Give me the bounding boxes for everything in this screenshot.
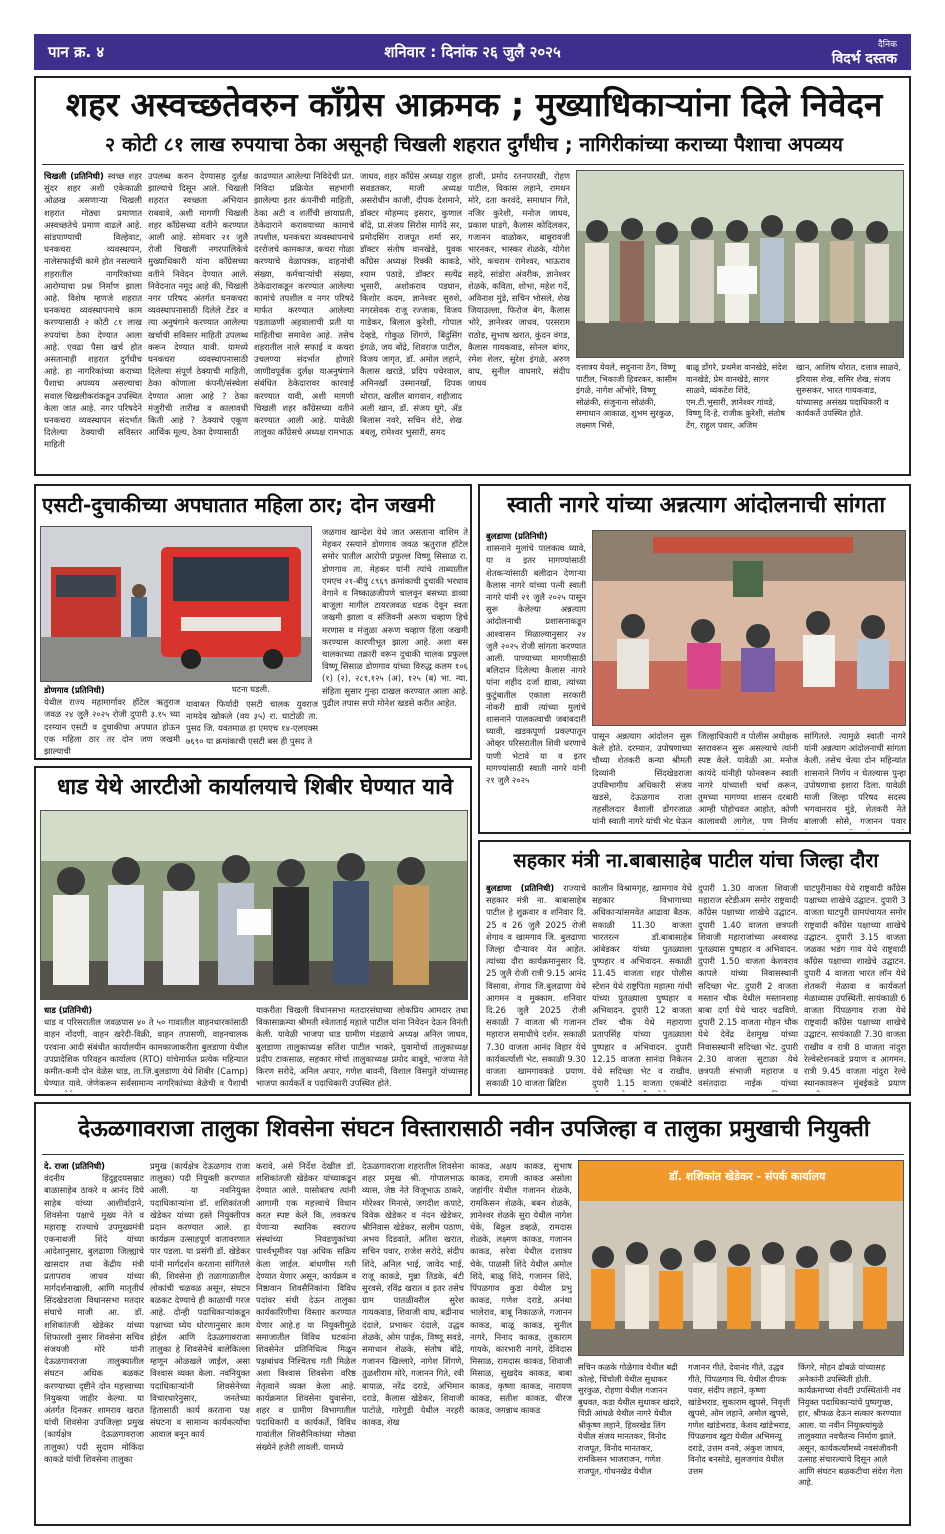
story-column — [470, 1160, 572, 1520]
story-column — [360, 170, 462, 470]
story-text: दुपारी 1.30 वाजता शिवाजी महाराज स्टेडीअम समोर राष्ट्रवादी काँग्रेस पक्षाच्या शाखेचे उद्घाटन. दुपारी 1.40 वाजता छत्रपती शिवाजी महाराजांच्या अश्वारुढ पुतळ्यास पुष्पहार व अभिवादन. दुपारी 1.50 वाजता केशवराव कापले यांच्या निवासस्थानी सदिच्छा भेट. दुपारी 2 वाजता मस्तान चौक येथील मस्तानशाह बाबा दर्गा येथे चादर चढविणे. दुपारी 2.15 वाजता मोहन चौक येथे देवेंद्र देशमुख यांच्या निवासस्थानी सदिच्छा भेट. दुपारी 2.30 वाजता सुटाळा येथे छत्रपती संभाजी महाराज व वसंतदादा नाईक यांच्या — [698, 883, 798, 1089]
story-text: हाजी, प्रमोद रतनपारखी, रोहण पाटील, विकास लहाने, रामधन मोरे, दता करवंदे, समाधान गिते, नजिर कुरेशी, मनोज जाधव, प्रकाश धाडगे, कैलास कोदिलकर, गजानन वाळोकर, बाबुरावजी भारनकर, भास्कर शेळके, योगेश भोरे, कचराम रामेश्वर, भाऊराव सहदे, सांडोरा अंवरीक, ज्ञानेश्वर शेळके, कविता, शोभा, महेश गर्दे, अविनाश मुंडे, सचिन भोसले, शेख जियाउल्ला, फिरोज बेग, कैलास भोरे, ज्ञानेश्वर जाधव, परसराम राठोड, सुभाष खरात, कुंदन वंगड, कैलास गायकवाड, सोनल बांगर, रमेश शेलर, सुरेश इंगळे, अरुण वाघ, सुनील वाघमारे, संदीप जाधव — [468, 171, 570, 389]
caption-text: सचिन कळके गोळेगाव येथील बद्री कोल्हे, चिंचोली येथील सुधाकर सुरकुळ, रोहणा येथील गजानन बुधवत, कडा येथील सुधाकर खंदारे, पिंप्री आंधळे येथील नागरे येथील श्रीकृष्ण लहाने, हिवरखेड लिंग येथील संजय मानतकर, विनोद राजपूत, विनोद मानतकर, रामकिसन भाजराजन, गणेश राजपूत, गोधनखेड येथील — [578, 1362, 682, 1476]
story-text: पासून अन्नत्याग आंदोलन सुरू केले होते. दरम्यान, उपोषणाच्या चौथ्या शेतकरी कन्या श्रीमती दिव्यांनी सिंदखेडराजा उपविभागीय अधिकारी संजय खडसे, देऊळगाव राजा तहसीलदार वैशाली डोंगरजाळ यांनी स्वाती नागरे यांची भेट घेऊन — [592, 731, 692, 827]
story-text: कालीन विश्रामगृह, खामगाव येथे सहकार विभागाच्या अधिकाऱ्यांसमवेत आढावा बैठक. सकाळी 11.30 वाजता भारतरत्न डॉ.बाबासाहेब आंबेडकर यांच्या पुतळ्याला पुष्पहार व अभिवादन. सकाळी 11.45 वाजता शहर पोलीस स्टेशन येथे राष्ट्रपिता महात्मा गांधी यांच्या पुतळ्याला पुष्पहार व अभिवादन. दुपारी 12 वाजता टॉवर चौक येथे महाराणा प्रतापसिंह यांच्या पुतळ्याला पुष्पहार व अभिवादन. दुपारी 12.15 वाजता सानंदा निकेतन येथे सदिच्छा भेट व राखीव. दुपारी 1.15 वाजता एकबोटे — [592, 883, 692, 1089]
story-text: उपलब्ध करुन देण्यासह दुर्लक्ष झाल्याचे दिसून आले. चिखली शहरात स्वच्छता अभियान राबवावे, अशी मागणी चिखली शहर काँग्रेसच्या वतीने करण्यात आली आहे. सोमवार २१ जुलै रोजी चिखली नगरपालिकेचे मुख्याधिकारी यांना काँग्रेसच्या वतीने निवेदन देण्यात आले. निवेदनात नमूद आहे की, चिखली नगर परिषद अंतर्गत घनकचरा व्यवस्थापनासाठी दिलेले टेंडर व त्या अनुषंगाने करण्यात आलेल्या खर्चाची सविस्तर माहिती उपलब्ध करून देण्यात यावी. यामध्ये घनकचरा व्यवस्थापनासाठी दिलेल्या संपूर्ण ठेक्याची माहिती, ठेका कोणाला कंपनी/संस्थेला देण्यात आला आहे ? ठेका मंजुरीची तारीख व कालावधी किती आहे ? ठेक्याचे एकूण आर्थिक मूल्य, ठेका देण्यासाठी — [148, 171, 248, 438]
story-st-accident — [34, 484, 472, 760]
caption-text: दत्तात्रय येवले, सदुनाना ठेंग, विष्णू पाटील, भिकाजी हिवरकर, कासीम इंगळे, नागेश ओंभोरे, विष्णू सोळंकी, संजुनाना सोळंकी, समाधान आकाळ, शुभम सुरकुळ, लक्ष्मण भिसे, — [576, 362, 678, 430]
headline: सहकार मंत्री ना.बाबासाहेब पाटील यांचा जिल्हा दौरा — [513, 849, 879, 872]
story-swati-nagre — [478, 484, 911, 834]
story-column — [592, 882, 692, 1092]
story-column — [44, 684, 180, 756]
photo-label: घटना घडली. — [232, 684, 270, 694]
story-column — [44, 1160, 144, 1520]
headline: एसटी-दुचाकीच्या अपघातात महिला ठार; दोन जखमी — [42, 493, 435, 517]
photo-caption — [796, 362, 904, 470]
story-text: स्वच्छ शहर सुंदर शहर अशी एकेकाळी ओळख असणाऱ्या चिखली शहरात मोठ्या प्रमाणात अस्वच्छतेचे प्रमाण वाढले आहे. सांडपाण्याची विल्हेवाट, घनकचरा व्यवस्थापन, नालेसफाईची कामे होत नसल्याने शहरातील नागरिकांच्या आरोग्याचा प्रश्न निर्माण झाला आहे. विशेष म्हणजे शहरात घनकचरा व्यवस्थापनाचे काम करण्यासाठी २ कोटी ८१ लाख रुपयांचा ठेका देण्यात आला आहे. एवढा पैसा खर्च होत असतानाही शहरात दुर्गंधीच आहे. हा नागरिकांच्या कराच्या पैशाचा अपव्यय असल्याचा सवाल चिखलीकरांकडून उपस्थित केला जात आहे. नगर परिषदेने घनकचरा व्यवस्थापन संदर्भात दिलेल्या ठेक्याची सविस्तर माहिती — [44, 171, 142, 450]
story-column — [322, 526, 468, 758]
photo-rto-memorandum — [40, 810, 468, 1000]
story-column — [804, 882, 906, 1092]
photo-caption — [686, 362, 790, 470]
headline: स्वाती नागरे यांच्या अन्नत्याग आंदोलनाची सांगता — [506, 493, 886, 518]
caption-text: खान, आशिष थोरात, दत्तात्र साळवे, इरियास शेख, समिर शेख, संजय सुरुसकर, भारत गायकवाड, यांच्यासह असंख्य पदाधिकारी व कार्यकर्ते उपस्थित होते. — [796, 362, 901, 418]
story-column — [256, 1160, 356, 1520]
story-text: घाटपुरीनाका येथे राष्ट्रवादी काँग्रेस पक्षाच्या शाखेचे उद्घाटन. दुपारी 3 वाजता घाटपुरी ग्रामपंचायत समोर राष्ट्रवादी काँग्रेस पक्षाच्या शाखेचे उद्घाटन. दुपारी 3.15 वाजता जळका भडंग गाव येथे राष्ट्रवादी काँग्रेस पक्षाच्या शाखेचे उद्घाटन. दुपारी 4 वाजता भारत लॉन येथे शेतकरी मेळावा व कार्यकर्ता मेळाव्यास उपस्थिती. सायंकाळी 6 वाजता पिंपळगाव राजा येथे राष्ट्रवादी काँग्रेस पक्षाच्या शाखेचे उद्घाटन. सायंकाळी 7.30 वाजता राखीव व रात्री 8 वाजता नांदुरा रेल्वेस्टेशनकडे प्रयाण व आगमन. रात्री 9.45 वाजता नांदुरा रेल्वे स्थानकावरून मुंबईकडे प्रयाण — [804, 883, 906, 1089]
dateline: दे. राजा (प्रतिनिधी) — [44, 1161, 105, 1171]
photo-illustration — [577, 171, 904, 358]
story-column — [150, 1160, 250, 1520]
page-number: पान क्र. ४ — [48, 43, 105, 61]
story-text: करावे, असे निर्देश देखील डॉ. शशिकांतजी खेडेकर यांच्याकडून देण्यात आले. यासोबतच त्यांनी आगामी एक महत्त्वाचे विधान करत स्पष्ट केले कि, लवकरच येणाऱ्या स्थानिक स्वराज्य संस्थांच्या निवडणुकांच्या पार्श्वभूमीवर पक्ष अधिक सक्रिय केला जाईल. बांधणीस गती देण्यात येणार असून, कार्यक्रम व निष्ठावान शिवसैनिकांना विविध पदांवर संधी देऊन तालुका कार्यकारिणीचा विस्तार करण्यात येणार आहे.ह या नियुक्तीमुळे समाजातील विविध घटकांना शिवसेनेत प्रतिनिधित्व मिळून पक्षबांधव निश्चितच गती मिळेल अशा विश्वास शिवसेना वरिष्ठ नेतृत्वाने व्यक्त केला आहे. कार्यक्रमात शिवसेना युवासेना, शहर व ग्रामीण विभागातील पदाधिकारी व कार्यकर्ते, विविध गावांतील शिवसैनिकांच्या मोठ्या संख्येने हजेरी लावली. यामध्ये — [256, 1161, 356, 1452]
story-text: शासनाने मुलांचे पालकत्व घ्यावे, या व इतर मागण्यांसाठी शेतकऱ्यांसाठी बलीदान देणाऱ्या कैलास नागरे यांच्या पत्नी स्वाती नागरे यांनी २१ जुलै २०२५ पासून सुरू केलेल्या अन्नत्याग आंदोलनाची प्रशासनाकडून आश्वासन मिळाल्यानुसार २४ जुलै २०२५ रोजी सांगता करण्यात आली. पाण्याच्या मागणीसाठी बलिदान दिलेल्या कैलास नागरे यांना शहीद दर्जा द्यावा, त्यांच्या कुटुंबातील एकाला सरकारी नोकरी द्यावी त्यांच्या मुलांचे शासनाने पालकत्वाची जबाबदारी घ्यावी, खडकपूर्णा प्रकल्पातून ओव्हर परिसरातील शिवी धरणाचे पाणी भेटावे या व इतर मागण्यांसाठी स्वाती नागरे यांनी २१ जुलै २०२५ — [486, 543, 586, 786]
story-column — [468, 170, 570, 470]
divider — [42, 1154, 904, 1155]
story-column — [362, 1160, 464, 1520]
headline: देऊळगावराजा तालुका शिवसेना संघटन विस्तारासाठी नवीन उपजिल्हा व तालुका प्रमुखाची नियुक्ती — [78, 1116, 870, 1142]
photo-caption — [576, 362, 680, 470]
masthead — [34, 34, 911, 70]
story-column — [186, 698, 318, 758]
story-column — [804, 730, 906, 830]
story-column — [148, 170, 248, 470]
story-congress-cleanliness — [34, 76, 911, 476]
story-text: धाड व परिसरातील जवळपास ४० ते ५० गावातील वाहनधारकांसाठी वाहन नोंदणी, वाहन खरेदी-विक्री, वाहन तपासणी, वाहनचालक परवाना आदी संबंधीत कार्यालयीन कामकाजाकरीता बुलडाणा येथील उपप्रादेशिक परिवहन कार्यालय (RTO) यांचेमार्फत प्रत्येक महिन्यात कमीत-कमी दोन वेळेस धाड, ता.जि.बुलडाणा येथे शिबीर (Camp) घेण्यात यावे. जेणेकरून सर्वसामान्य नागरिकांच्या वेळेची व पैशाची — [44, 1017, 248, 1089]
story-column — [592, 730, 692, 830]
story-column — [44, 170, 142, 470]
photo-caption — [798, 1362, 904, 1520]
story-text: येथील राज्य महामार्गावर हॉटेल ऋतुराज जवळ २४ जुलै २०२५ रोजी दुपारी ३.१५ च्या दरम्यान एसटी व दुचाकीचा अपघात होऊन एक महिला ठार तर दोन जण जखमी झाल्याची — [44, 697, 180, 756]
story-text: यावाबत फिर्यादी एसटी चालक युवराज नामदेव खोकले (वय ३५) रा. घाटोळी ता. पुसद जि. यवतमाळ हा एमएच १४-एलएक्स ७६९० या क्रमांकाची एसटी बस ही पुसद ते — [186, 699, 318, 746]
story-text: काढण्यात आलेल्या निविदेची प्रत. निविदा प्रक्रियेत सहभागी झालेल्या इतर कंपनींची माहिती, ठेका अटी व शर्तींची छायाप्रती, ठेकेदाराने करावयाच्या कामाचे तपशील, घनकचरा व्यवस्थापनाचे दररोजचे कामकाज, कचरा गोळा करण्याचे वेळापत्रक, वाहनांची संख्या, कर्मचाऱ्यांची संख्या, ठेकेदाराकडून करण्यात आलेल्या कामांचे तपशील व नगर परिषदे मार्फत करण्यात आलेल्या पडताळणी अहवालाची प्रती या माहितीचा समावेश आहे. तसेच शहरातील नाले सफाई व कचरा उचलण्या संदर्भात होणारे जाणीवपूर्वक दुर्लक्ष याअनुषंगाने संबंधित ठेकेदारावर कारवाई करण्यात यावी, अशी मागणी चिखली शहर काँग्रेसच्या वतीने करण्यात आली आहे. यावेळी तालुका काँग्रेसचे अध्यक्ष रामभाऊ — [254, 171, 354, 438]
story-shivsena-appointment — [34, 1102, 911, 1526]
divider — [42, 164, 904, 165]
photo-illustration — [579, 1161, 904, 1356]
story-text: काकड, अक्षय काकड, सुभाष काकड, रामजी काकड असोला जहांगीर येथील गजानन शेळके, रामकिसन शेळके, बबन शेळके, ज्ञानेश्वर शेळके सुरा येथील नागेश चेके, बिठ्ठल डव्हळे, रामदास शेळके, लक्ष्मण काकड, गजानन काकड, सरेवा येथील दत्तात्रय चेके, पाळसी शिंदे येथील अमोल शिंदे, बाळू शिंदे, गजानन शिंदे, पिंपळगाव कुडा येथील प्रभु काकड, गणेश दराडे, अनंथा भालेराव, बाबू निकाळजे, गजानन काकड, बाळू काकड, सुनील नागरे, निनाद काकड, तुकाराम गायके, कारभारी नागरे, देविदास मिसाळ, रामदास काकड, शिवाजी मिसाळ, सुखदेव काकड, बाबा काकड, कृष्णा काकड, नारायण काकड, सतीश काकड, धीरज काकड, जगन्नाथ काकड — [470, 1161, 572, 1416]
story-column — [486, 882, 586, 1092]
story-column — [698, 882, 798, 1092]
story-column — [698, 730, 798, 830]
dateline: धाड (प्रतिनिधी) — [44, 1005, 93, 1015]
newspaper-page — [34, 34, 911, 1526]
issue-date: शनिवार : दिनांक २६ जुलै २०२५ — [384, 43, 561, 61]
photo-caption — [578, 1362, 682, 1520]
headline: शहर अस्वच्छतेवरुन काँग्रेस आक्रमक ; मुख्याधिकाऱ्यांना दिले निवेदन — [65, 85, 883, 124]
photo-shivsena-office — [578, 1160, 904, 1356]
story-column — [44, 1004, 248, 1092]
photo-illustration — [41, 527, 312, 682]
dateline: बुलडाणा (प्रतिनिधी) — [486, 883, 555, 893]
newspaper-brand — [832, 38, 897, 66]
caption-text: गजानन गीते, देवानंद गीते, उद्धव गीते, पिंपळगाव चि. येथील दीपक पवार, संदीप लहाने, कृष्णा खांडेभराड, सुकाराम खुपसे, निवृत्ती खुपसे, ओम लहाने, अमोल खुपसे, गणेश खांडेभराड, केशव खांडेभराड, पिंपळगाव खुटा येथील अभिमन्यू दराडे, उत्तम वनवे, अंकुश जाधव, विनोद बनसोडे, सुलजगांव येथील उत्तम — [688, 1362, 792, 1476]
photo-accident-bus — [40, 526, 312, 682]
story-text: सांगितले. त्यामुळे स्वाती नागरे यांनी अन्नत्याग आंदोलनाची सांगता केली. तसेच चेत्या दोन महिन्यांत शासनाने निर्णय न घेतल्यास पुन्हा उपोषणाचा इशारा दिला. यावेळी माजी जिल्हा परिषद सदस्य भगवानराव मुंडे, शेतकरी नेते बालाजी सोसे, गजानन पवार — [804, 731, 906, 827]
story-column — [486, 530, 586, 830]
photo-illustration — [593, 531, 906, 726]
story-text: राज्याचे सहकार मंत्री ना. बाबासाहेब पाटील हे शुक्रवार व शनिवार दि. 25 व 26 जुलै 2025 रोजी शेगाव व खामगाव जि. बुलढाणा जिल्हा दौऱ्यावर येत आहेत. त्यांच्या दौरा कार्यक्रमानुसार दि. 25 जुलै रोजी रात्री 9.15 आनंद विसावा, शेगाव जि.बुलढाणा येथे आगमन व मुक्काम. शनिवार दि.26 जुलै 2025 रोजी सकाळी 7 वाजता श्री गजानन महाराज समाधीचे दर्शन. सकाळी 7.30 वाजता आनंद विहार येथे कार्यकर्त्यांशी भेट. सकाळी 9.30 वाजता खामगावकडे प्रयाण. सकाळी 10 वाजता ब्रिटिश — [486, 883, 586, 1089]
office-banner-text: डॉ. शशिकांत खेडेकर - संपर्क कार्यालय — [669, 1170, 826, 1183]
story-text: प्रमुख (कार्यक्षेत्र देऊळगाव राजा तालुका) पदी नियुक्ती करण्यात आली. या नवनियुक्त पदाधिकाऱ्यांना डॉ. शशिकांतजी खेडेकर यांच्या हस्ते नियुक्तीपत्र प्रदान करण्यात आले. हा कार्यक्रम उत्साहपूर्ण वातावरणात पार पडला. या प्रसंगी डॉ. खेडेकर यांनी मार्गदर्शन करताना सांगितले की, शिवसेना ही तळागाळातील लोकांची चळवळ असून, संघटन बळकट देण्याचे ही काळाची गरज आहे. दोन्ही पदाधिकाऱ्यांकडून पक्षाच्या ध्येय धोरणानुसार काम होईल आणि देऊळगावराजा तालुका हे शिवसेनेचे बालेकिल्ला म्हणून ओळखले जाईल, असा विश्वास व्यक्त केला. नवनियुक्त पदाधिकाऱ्यांनी शिवसेनेच्या विचारधारेनुसार, जनतेच्या हितासाठी कार्य करताना पक्ष संघटना व सामान्य कार्यकर्त्यांचा आवाज बनून कार्य — [150, 1161, 250, 1440]
brand-small: दैनिक — [877, 40, 897, 50]
brand-name: विदर्भ दस्तक — [831, 51, 897, 67]
story-text: जिल्हाधिकारी व पोलीस अधीक्षक स्तरावरून सुरू असल्याचे त्यांनी स्पष्ट केले. यावेळी आ. मनोज कायंदे यांनीही फोनवरून स्वाती नागरे यांच्याशी चर्चा करून, तुमच्या मागण्या शासन दरबारी आम्ही पोहोचवत आहोत, कोणी कालावधी लागेल, पण निर्णय — [698, 731, 798, 827]
headline: धाड येथे आरटीओ कार्यालयाचे शिबीर घेण्यात यावे — [57, 775, 453, 800]
photo-delegation — [576, 170, 904, 358]
dateline: बुलडाणा (प्रतिनिधी) — [486, 531, 548, 541]
story-text: जळगाव खान्देश येथे जात असताना वाशिम ते मेहकर रस्त्याने डोणगाव जवळ ऋतुराज हॉटेल समोर पातील आरोपी प्रफुल्ल विष्णू सिसाळ रा. डोणगाव ता. मेहकर यांनी त्यांचे ताब्यातील एमएच २१-बीयु ८९६९ क्रमांकाची दुचाकी भरधाव वेगाने व निष्काळजीपणे चालवून बसच्या डाव्या बाजूला मागील टायरजवळ धडक देवून स्वतः जखमी झाला व संजिवनी अरूण चव्हाण हिचे मरणास व मंजुळा अरूण चव्हाण हिला जखमी करण्यास कारणीभूत झाला आहे. अशा बस चालकाच्या तक्रारी वरून दुचाकी चालक प्रफुल्ल विष्णू सिसाळ डोणगाव यांच्या विरुद्ध कलम १०६ (१) (२), २८१,१२५ (अ), १२५ (ब) भा. न्या. संहिता सुसार गुन्हा दाखल करण्यात आला आहे. पुढील तपास सपो मोनेश खडसे करीत आहेत. — [322, 527, 468, 708]
photo-caption — [688, 1362, 792, 1520]
story-rto-camp — [34, 766, 472, 1096]
story-column — [256, 1004, 468, 1092]
story-text: वंदनीय हिंदुहृदयसम्राट बाळासाहेब ठाकरे व आनंद दिघे साहेब यांच्या आशीर्वादाने, शिवसेना पक्षाचे मुख्य नेते व महाराष्ट्र राज्याचे उपमुख्यमंत्री एकनाथजी शिंदे यांच्या आदेशानुसार, बुलढाणा जिल्ह्याचे खासदार तथा केंद्रीय मंत्री प्रतापराव जाधव यांच्या मार्गदर्शनाखाली, आणि मातृतीर्थ सिंदखेडराजा विधानसभा मतदार संघाचे माजी आ. डॉ. शशिकांतजी खेडेकर यांच्या शिफारशी नुसार शिवसेना सचिव संजयजी मोरे यांनी देऊळगावराजा तालुक्यातील संघटन अधिक बळकट करण्याच्या दृष्टीने दोन महत्त्वाच्या नियुक्त्या जाहीर केल्या. या अंतर्गत दिनकर शामराव खरात यांची शिवसेना उपजिल्हा प्रमुख (कार्यक्षेत्र देऊळगावराजा तालुका) पदी सुदाम मोकिंदा काकडे यांची शिवसेना तालुका — [44, 1173, 144, 1464]
caption-text: किंगरे, मोहन ढोबळे यांच्यासह अनेकांनी उपस्थिती होती. कार्यक्रमाच्या शेवटी उपस्थितांनी नव नियुक्त पदाधिकाऱ्यांचे पुष्पगुच्छ, हार, श्रीफळ देऊन सत्कार करण्यात आला. या नवीन नियुक्त्यांमुळे तालुक्यात नवचैतन्य निर्माण झाले. असून, कार्यकर्त्यांमध्ये नवसंजीवनी उत्साह संचारल्याचे दिसून आले आणि संघटन बळकटीचा संदेश गेला आहे. — [798, 1362, 903, 1487]
dateline: चिखली (प्रतिनिधी) — [44, 171, 104, 181]
photo-hunger-strike — [592, 530, 906, 726]
story-text: जाधव, शहर काँग्रेस अध्यक्ष राहुल सवडतकर, माजी अध्यक्ष असरोधीन काजी, दीपक देशमाने, डॉक्टर मोहम्मद इसरार, कुणाल बोंद्रे, प्रा.संजय सिरोस मार्गदे सर, प्रमोदसिंग राजपूत शर्मा सर, डॉक्टर संतोष वानखेडे, युवक काँग्रेस अध्यक्ष रिक्की काकडे, श्याम पठाडे, डॉक्टर सत्येंद्र भुसारी, अशोकराव पडघान, किशोर कदम, ज्ञानेश्वर सुरुशे, नगरसेवक राजू रज्जाक, विजय गाडेकर, बिलाल कुरेशी, गोपाल देव्हडे, गोकुळ शिंगणे, बिंदुसिंग इंगळे, जय बोंद्रे, शिवराज पाटील, विजय जागृत, डॉ. अमोल लहाने, कैलास खराडे, प्रदिप पचेरवाल, अमिनखाँ उस्मानखाँ, दिपक थोरात, खलील बागवान, शहीजाद अली खान, डॉ. संजय घुगे, ॲड बिलास नवरे, सचिन शेटे, शेख बबलू, रामेश्वर भुसारी, समद — [360, 171, 462, 438]
caption-text: बाळू डोंगरे, प्रथमेश वानखेडे, संदेश वानखेडे, प्रेम वानखेडे, सागर साळवे, व्यंकटेश शिंदे, एम.टी.भुसारी, ज्ञानेश्वर गांवडे, विष्णू दि-हे, राजीक कुरेशी, संतोष टेंग, राहुल पवार, अजिम — [686, 362, 788, 430]
story-cooperation-minister-tour — [478, 840, 911, 1096]
subheadline: २ कोटी ८१ लाख रुपयाचा ठेका असूनही चिखली शहरात दुर्गंधीच ; नागिरीकांच्या कराच्या पैशाचा अपव्यय — [105, 133, 843, 156]
story-text: याकरीता चिखली विधानसभा मतदारसंघाच्या लोकप्रिय आमदार तथा विकासाक्रम्या श्रीमती श्वेताताई महाले पाटील यांना निवेदन देऊन विनंती केली. यावेळी भाजपा धाड ग्रामीण मंडळाचे अध्यक्ष अनिल जाधव, बुलडाणा तालुकाध्यक्ष सतिश पाटील भाकरे, युवामोर्चा तालुकाध्यक्ष प्रदीप टाकसाळ, सहकार मोर्चा तालुकाध्यक्ष प्रमोद बाबुडे, भाजपा नेते किरण सरोदे, अनिल अपार, गणेश बावनी, विशाल विसपुते यांच्यासह भाजपा कार्यकर्ते व पदाधिकारी उपस्थित होते. — [256, 1005, 468, 1089]
story-text: देऊळगावराजा शहरातील शिवसेना शहर प्रमुख श्री. गोपालभाऊ व्यास, जेष्ठ नेते विजूभाऊ ठाकरे, मोरेश्वर मिनासे, जगदीश कपाटे, विवेक खेडेकर व नंदन खेडेकर, श्रीनिवास खेडेकर, सलीम पठाण, अभय दिडवाते, अतिश खरात, सचिन पवार, राजेश सरोदे, संदीप शिंदे, अनिल भाई, जावेद भाई, राजू काकडे, मुन्ना तिडके, बंटी सुरवसे, रविंद्र खरात व इतर तसेच ग्राम पातळीवरील सुरेश गायकवाड, शिवाजी वाघ, बद्रीनाथ दंदाले, प्रभाकर दंदाले, उद्धव शेळके, ओम पाईक, विष्णू सवडे, समाधान शेळके, संतोष बोंद्रे, गजानन खिल्लारे, नागेश शिंगणे, तुळशीराम मोरे, गजानन गिते, रवी बायाळ, नरेंद्र दराडे, अभिमान दराडे, कैलास खेडेकर, शिवाजी पाटोळे, गारेगुडी येथील नरहरी काकड, शेख — [362, 1161, 464, 1428]
story-column — [254, 170, 354, 470]
photo-illustration — [41, 811, 468, 1000]
dateline: डोणगाव (प्रतिनिधी) — [44, 685, 105, 695]
